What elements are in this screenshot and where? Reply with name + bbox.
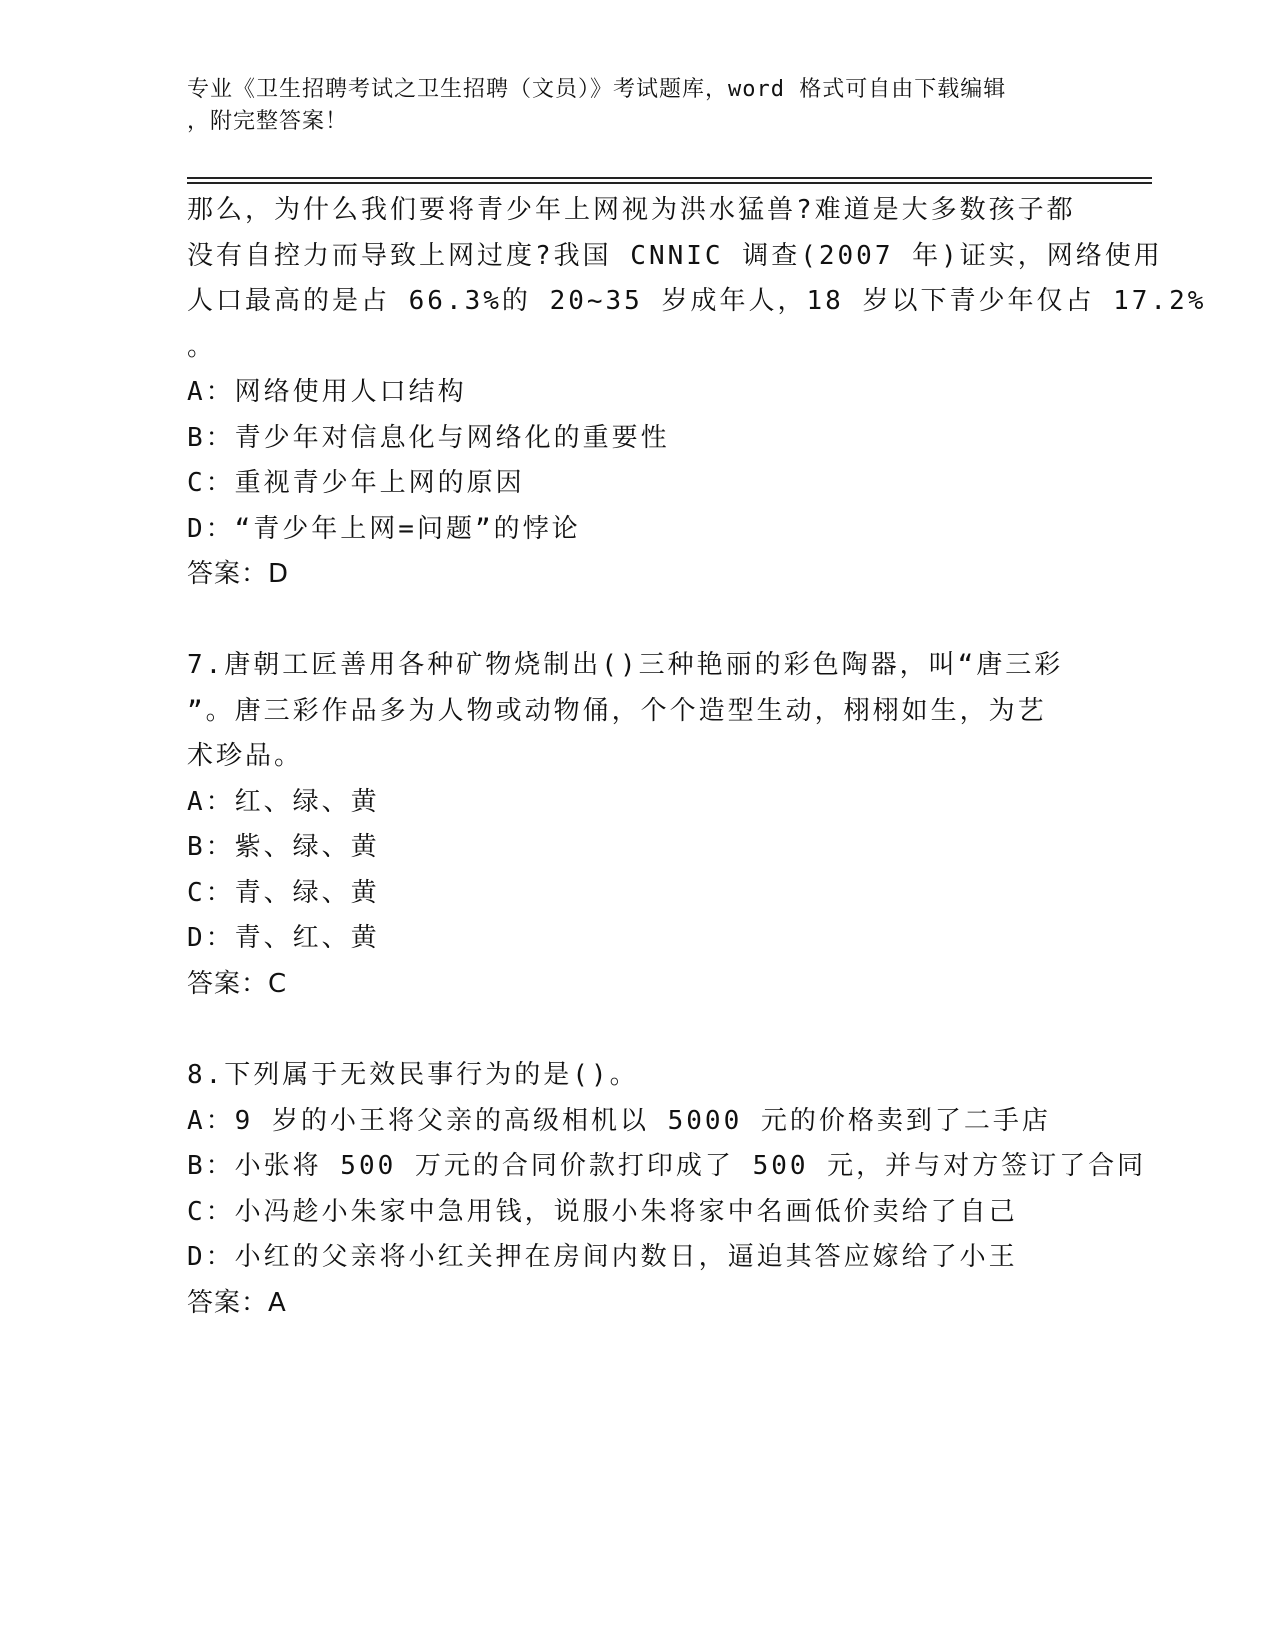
question-6 [187, 188, 1207, 598]
question-stem-line: 。 [187, 331, 217, 362]
question-stem-line: ”。唐三彩作品多为人物或动物俑，个个造型生动，栩栩如生，为艺 [187, 695, 1047, 726]
option-d: D：小红的父亲将小红关押在房间内数日，逼迫其答应嫁给了小王 [187, 1242, 1018, 1272]
question-7 [187, 643, 1087, 1007]
option-d: D：青、红、黄 [187, 923, 380, 953]
option-a: A：9 岁的小王将父亲的高级相机以 5000 元的价格卖到了二手店 [187, 1105, 1051, 1136]
option-b: B：青少年对信息化与网络化的重要性 [187, 422, 670, 453]
question-8 [187, 1053, 1147, 1326]
answer-label: 答案：A [187, 1287, 287, 1318]
option-d: D：“青少年上网=问题”的悖论 [187, 513, 581, 544]
option-c: C：青、绿、黄 [187, 877, 380, 908]
option-a: A：红、绿、黄 [187, 786, 380, 817]
header-line-2: ，附完整答案！ [187, 109, 349, 134]
header-divider-top [187, 177, 1152, 179]
option-b: B：紫、绿、黄 [187, 832, 380, 862]
header-divider-bottom [187, 182, 1152, 184]
question-stem-line: 7.唐朝工匠善用各种矿物烧制出()三种艳丽的彩色陶器，叫“唐三彩 [187, 650, 1064, 680]
answer-label: 答案：D [187, 559, 290, 589]
question-stem-line: 8.下列属于无效民事行为的是()。 [187, 1060, 639, 1090]
question-stem-line: 术珍品。 [187, 741, 304, 771]
question-stem-line: 没有自控力而导致上网过度?我国 CNNIC 调查(2007 年)证实，网络使用 [187, 240, 1163, 271]
option-b: B：小张将 500 万元的合同价款打印成了 500 元，并与对方签订了合同 [187, 1151, 1147, 1181]
option-c: C：重视青少年上网的原因 [187, 468, 525, 498]
option-c: C：小冯趁小朱家中急用钱，说服小朱将家中名画低价卖给了自己 [187, 1196, 1018, 1227]
header-line-1: 专业《卫生招聘考试之卫生招聘（文员）》考试题库，word 格式可自由下载编辑 [187, 77, 1007, 102]
option-a: A：网络使用人口结构 [187, 377, 467, 407]
document-header [187, 74, 1087, 138]
question-stem-line: 那么，为什么我们要将青少年上网视为洪水猛兽?难道是大多数孩子都 [187, 195, 1076, 225]
answer-label: 答案：C [187, 968, 288, 999]
question-stem-line: 人口最高的是占 66.3%的 20~35 岁成年人，18 岁以下青少年仅占 17.2% [187, 286, 1207, 316]
